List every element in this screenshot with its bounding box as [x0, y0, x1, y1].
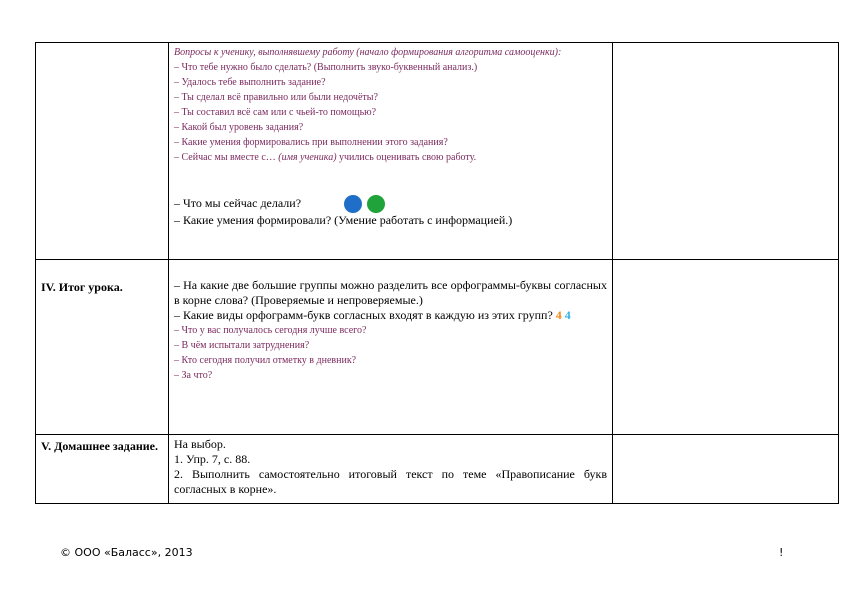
page-mark: ! — [779, 546, 784, 559]
question-line: – Ты сделал всё правильно или были недочёты? — [174, 92, 378, 103]
green-circle-icon — [367, 195, 385, 213]
summary-question: – На какие две большие группы можно разделить все орфограммы-буквы согласных в корне слова? (Проверяемые и непроверяемые.) — [174, 278, 607, 307]
question-end: учились оценивать свою работу. — [336, 152, 477, 163]
orange-number: 4 — [555, 308, 562, 322]
table-row — [36, 435, 839, 504]
self-assessment-intro: Вопросы к ученику, выполнявшему работу (начало формирования алгоритма самооценки): — [174, 47, 562, 58]
stage-title: V. Домашнее задание. — [36, 435, 169, 504]
homework-line: На выбор. — [174, 437, 226, 451]
table-row — [36, 43, 839, 260]
question-line: – Что тебе нужно было сделать? (Выполнить звуко-буквенный анализ.) — [174, 62, 478, 73]
question-line-last — [174, 150, 607, 165]
student-name-placeholder: (имя ученика) — [278, 152, 337, 163]
reflection-question: – Что мы сейчас делали? — [174, 195, 302, 210]
homework-line: 2. Выполнить самостоятельно итоговый текст по теме «Правописание букв согласных в корне». — [174, 467, 607, 496]
color-markers — [344, 195, 390, 213]
content-cell — [169, 435, 613, 504]
question-start: – Сейчас мы вместе с… — [174, 152, 279, 163]
table-row — [36, 260, 839, 435]
summary-question-text: – Какие виды орфограмм-букв согласных входят в каждую из этих групп? — [174, 308, 553, 322]
reflection-line: – Какие умения формировали? (Умение работать с информацией.) — [174, 213, 513, 227]
content-cell — [169, 43, 613, 260]
content-cell — [169, 260, 613, 435]
homework-line: 1. Упр. 7, с. 88. — [174, 452, 251, 466]
stage-cell — [36, 43, 169, 260]
question-line: – Какие умения формировались при выполнении этого задания? — [174, 137, 448, 148]
notes-cell — [613, 43, 839, 260]
question-line: – Удалось тебе выполнить задание? — [174, 77, 326, 88]
lesson-table — [35, 42, 839, 504]
question-line: – Кто сегодня получил отметку в дневник? — [174, 355, 357, 366]
copyright-footer: © ООО «Баласс», 2013 — [60, 546, 193, 559]
stage-title: IV. Итог урока. — [36, 260, 169, 435]
question-line: – Какой был уровень задания? — [174, 122, 304, 133]
notes-cell — [613, 435, 839, 504]
question-line: – Ты составил всё сам или с чьей-то помощью? — [174, 107, 377, 118]
blue-circle-icon — [344, 195, 362, 213]
blue-number: 4 — [564, 308, 571, 322]
question-line: – В чём испытали затруднения? — [174, 340, 310, 351]
notes-cell — [613, 260, 839, 435]
question-line: – Что у вас получалось сегодня лучше всего? — [174, 325, 367, 336]
question-line: – За что? — [174, 370, 213, 381]
summary-question — [174, 308, 607, 323]
reflection-line — [174, 195, 607, 213]
